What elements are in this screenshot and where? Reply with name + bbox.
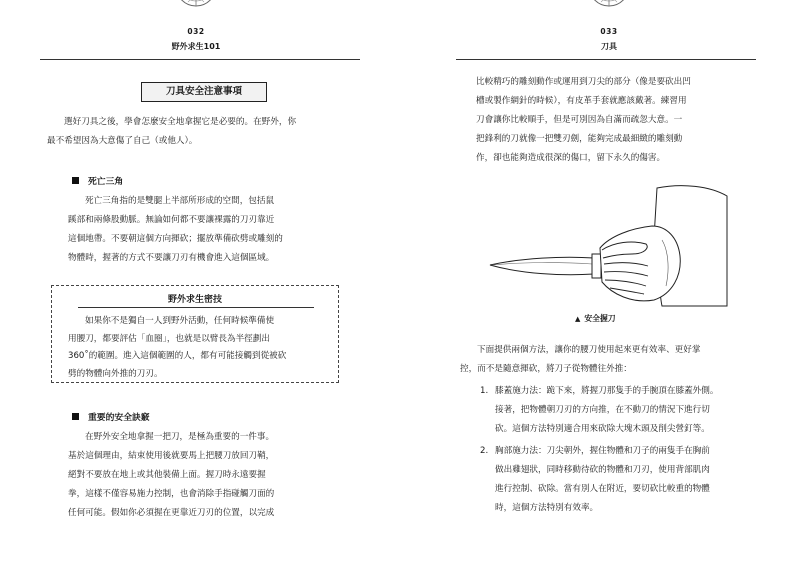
safety-rules-paragraph [68,428,274,523]
list-number: 2. [480,446,489,456]
text-line: 作，卻也能夠造成很深的傷口，留下永久的傷害。 [476,153,666,163]
triangle-marker-icon: ▲ [575,315,581,323]
text-line: 進行控制、砍除。當有別人在附近，要切砍比較重的物體 [495,484,710,494]
header-divider [456,59,756,60]
text-line: 這個地帶。不要朝這個方向揮砍；擺放準備砍劈或雕刻的 [68,234,283,244]
text-line: 接著，把物體朝刀刃的方向推，在不動刀的情況下進行切 [495,405,710,415]
right-page [400,0,799,567]
text-line: 在野外安全地拿握一把刀，是極為重要的一件事。 [85,432,275,442]
text-line: 最不希望因為大意傷了自己（或他人）。 [47,136,198,146]
methods-intro-paragraph [460,341,700,379]
text-line: 物體時，握著的方式不要讓刀刃有機會進入這個區域。 [68,253,275,263]
bullet-square-icon [72,413,79,420]
intro-paragraph [47,113,296,151]
text-line: 死亡三角指的是雙腿上半部所形成的空間，包括鼠 [85,196,275,206]
tip-title: 野外求生密技 [167,295,222,305]
text-line: 蹊部和兩條股動脈。無論如何都不要讓裸露的刀刃靠近 [68,215,275,225]
section-title: 刀具安全注意事項 [141,82,267,102]
text-line: 用腰刀，都要評估「血圈」，也就是以臂長為半徑劃出 [68,333,270,344]
header-divider [40,59,360,60]
text-line: 比較精巧的雕刻動作或運用到刀尖的部分（像是要砍出凹 [476,77,691,87]
text-line: 膝蓋施力法：跪下來，將握刀那隻手的手腕頂在膝蓋外側。 [495,386,719,396]
tip-paragraph [68,313,286,383]
text-line: 360˚的範圍。進入這個範圍的人，都有可能接觸到從被砍 [68,351,287,361]
text-line: 下面提供兩個方法，讓你的腰刀使用起來更有效率、更好掌 [477,345,701,355]
heading-label: 死亡三角 [88,177,124,187]
death-triangle-heading [72,174,123,187]
text-line: 刀會讓你比較順手，但是可別因為自滿而疏忽大意。一 [476,115,683,125]
text-line: 做出雞翅狀，同時移動待砍的物體和刀刃，使用背部肌肉 [495,465,710,475]
chapter-title: 野外求生101 [171,42,221,51]
text-line: 任何可能。假如你必須握在更靠近刀刃的位置，以完成 [68,508,275,518]
text-line: 砍。這個方法特別適合用來砍除大塊木頭及削尖營釘等。 [495,424,710,434]
text-line: 槽或製作網針的時候），有皮革手套就應該戴著。練習用 [476,96,687,106]
text-line: 基於這個理由，結束使用後就要馬上把腰刀放回刀鞘， [68,451,275,461]
text-line: 如果你不是獨自一人到野外活動，任何時候準備使 [85,316,275,326]
compass-rose-icon [173,0,219,8]
illustration-caption [575,313,616,324]
text-line: 選好刀具之後，學會怎麼安全地拿握它是必要的。在野外，你 [64,117,297,127]
text-line: 胸部施力法：刀尖朝外，握住物體和刀子的兩隻手在胸前 [495,446,710,456]
text-line: 時，這個方法特別有效率。 [495,503,599,513]
text-line: 拳，這樣不僅容易施力控制，也會消除手指碰觸刀面的 [68,489,275,499]
text-line: 絕對不要放在地上或其他裝備上面。握刀時永遠要握 [68,470,266,480]
list-number: 1. [480,386,489,396]
hand-gripping-knife-illustration [482,178,732,308]
bullet-square-icon [72,177,79,184]
compass-rose-icon [586,0,632,8]
text-line: 控，而不是隨意揮砍，將刀子從物體往外推： [460,364,632,374]
chapter-title: 刀具 [601,42,617,51]
page-number: 032 [187,27,205,36]
safety-rules-heading [72,410,150,423]
caption-text: 安全握刀 [584,314,616,323]
text-line: 把鋒利的刀就像一把雙刃劍，能夠完成最細緻的雕刻動 [476,134,683,144]
tip-divider [78,307,314,308]
page-number: 033 [600,27,618,36]
heading-label: 重要的安全訣竅 [88,413,150,423]
tip-box [51,285,339,383]
text-line: 劈的物體向外推的刀刃。 [68,368,163,379]
continued-paragraph [476,73,691,168]
death-triangle-paragraph [68,192,283,268]
